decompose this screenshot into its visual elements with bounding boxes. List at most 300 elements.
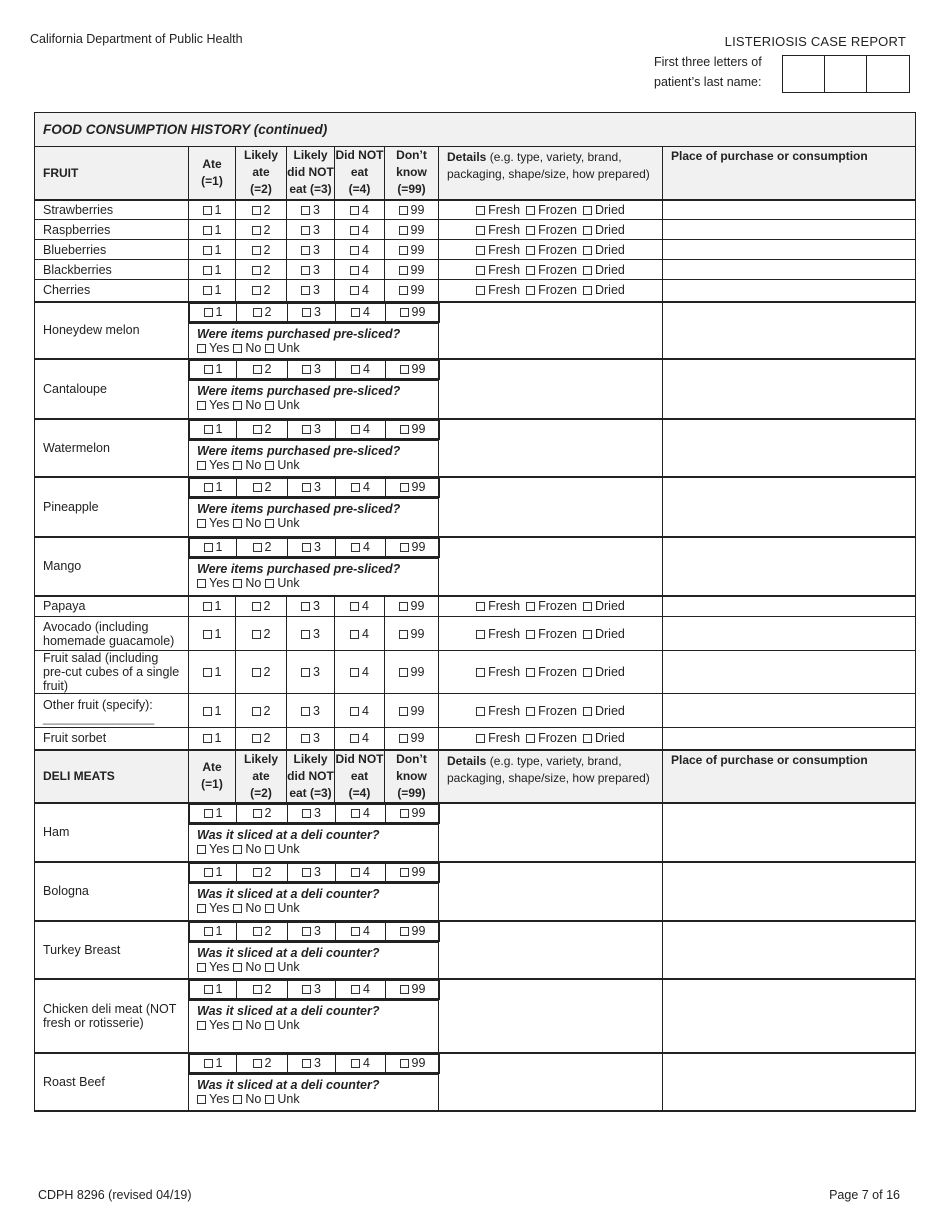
details-input[interactable]: [439, 220, 663, 240]
code-option-3[interactable]: 3: [302, 480, 321, 494]
patient-initials-boxes[interactable]: [782, 55, 910, 93]
code-option-1[interactable]: 1: [204, 806, 223, 820]
checkbox-icon[interactable]: [233, 519, 242, 528]
code-option-1[interactable]: 1: [203, 704, 222, 718]
code-option-1[interactable]: 1: [204, 305, 223, 319]
option-dried[interactable]: Dried: [583, 627, 625, 641]
code-option-3[interactable]: 3: [302, 865, 321, 879]
code-option-4[interactable]: 4: [351, 924, 370, 938]
checkbox-icon[interactable]: [302, 543, 311, 552]
code-option-4[interactable]: 4: [351, 305, 370, 319]
checkbox-icon[interactable]: [583, 226, 592, 235]
checkbox-icon[interactable]: [265, 401, 274, 410]
checkbox-icon[interactable]: [302, 365, 311, 374]
option-no[interactable]: No: [233, 1092, 261, 1106]
code-option-1[interactable]: 1: [203, 599, 222, 613]
place-input[interactable]: [663, 200, 916, 220]
option-frozen[interactable]: Frozen: [526, 203, 577, 217]
code-option-4[interactable]: 4: [351, 806, 370, 820]
checkbox-icon[interactable]: [400, 809, 409, 818]
code-option-3[interactable]: 3: [301, 627, 320, 641]
option-no[interactable]: No: [233, 516, 261, 530]
checkbox-icon[interactable]: [400, 1059, 409, 1068]
checkbox-icon[interactable]: [204, 985, 213, 994]
checkbox-icon[interactable]: [203, 707, 212, 716]
code-option-1[interactable]: 1: [203, 627, 222, 641]
details-input[interactable]: [439, 359, 663, 419]
checkbox-icon[interactable]: [583, 734, 592, 743]
checkbox-icon[interactable]: [399, 226, 408, 235]
checkbox-icon[interactable]: [302, 483, 311, 492]
option-yes[interactable]: Yes: [197, 341, 229, 355]
checkbox-icon[interactable]: [204, 868, 213, 877]
code-option-2[interactable]: 2: [252, 243, 271, 257]
checkbox-icon[interactable]: [233, 904, 242, 913]
option-unk[interactable]: Unk: [265, 842, 299, 856]
place-input[interactable]: [663, 803, 916, 862]
checkbox-icon[interactable]: [204, 425, 213, 434]
code-option-2[interactable]: 2: [253, 362, 272, 376]
option-dried[interactable]: Dried: [583, 223, 625, 237]
checkbox-icon[interactable]: [583, 630, 592, 639]
checkbox-icon[interactable]: [302, 425, 311, 434]
checkbox-icon[interactable]: [350, 602, 359, 611]
option-frozen[interactable]: Frozen: [526, 704, 577, 718]
option-dried[interactable]: Dried: [583, 283, 625, 297]
code-option-2[interactable]: 2: [253, 924, 272, 938]
checkbox-icon[interactable]: [233, 963, 242, 972]
checkbox-icon[interactable]: [203, 630, 212, 639]
place-input[interactable]: [663, 477, 916, 537]
code-option-4[interactable]: 4: [350, 731, 369, 745]
place-input[interactable]: [663, 979, 916, 1053]
place-input[interactable]: [663, 617, 916, 651]
checkbox-icon[interactable]: [253, 927, 262, 936]
details-input[interactable]: [439, 803, 663, 862]
checkbox-icon[interactable]: [252, 246, 261, 255]
checkbox-icon[interactable]: [350, 707, 359, 716]
checkbox-icon[interactable]: [400, 483, 409, 492]
checkbox-icon[interactable]: [204, 543, 213, 552]
option-unk[interactable]: Unk: [265, 1018, 299, 1032]
checkbox-icon[interactable]: [350, 630, 359, 639]
option-yes[interactable]: Yes: [197, 1018, 229, 1032]
checkbox-icon[interactable]: [399, 266, 408, 275]
checkbox-icon[interactable]: [400, 868, 409, 877]
code-option-3[interactable]: 3: [301, 283, 320, 297]
checkbox-icon[interactable]: [197, 579, 206, 588]
checkbox-icon[interactable]: [203, 602, 212, 611]
option-frozen[interactable]: Frozen: [526, 627, 577, 641]
checkbox-icon[interactable]: [197, 845, 206, 854]
checkbox-icon[interactable]: [301, 206, 310, 215]
checkbox-icon[interactable]: [400, 365, 409, 374]
details-input[interactable]: [439, 979, 663, 1053]
checkbox-icon[interactable]: [253, 868, 262, 877]
code-option-1[interactable]: 1: [203, 283, 222, 297]
code-option-4[interactable]: 4: [350, 599, 369, 613]
code-option-4[interactable]: 4: [351, 540, 370, 554]
option-unk[interactable]: Unk: [265, 398, 299, 412]
option-yes[interactable]: Yes: [197, 398, 229, 412]
checkbox-icon[interactable]: [265, 461, 274, 470]
code-option-1[interactable]: 1: [204, 422, 223, 436]
checkbox-icon[interactable]: [253, 483, 262, 492]
checkbox-icon[interactable]: [583, 246, 592, 255]
code-option-3[interactable]: 3: [301, 223, 320, 237]
code-option-99[interactable]: 99: [399, 243, 425, 257]
checkbox-icon[interactable]: [476, 206, 485, 215]
checkbox-icon[interactable]: [252, 206, 261, 215]
place-input[interactable]: [663, 694, 916, 728]
checkbox-icon[interactable]: [204, 483, 213, 492]
code-option-99[interactable]: 99: [399, 731, 425, 745]
option-unk[interactable]: Unk: [265, 341, 299, 355]
code-option-2[interactable]: 2: [253, 1056, 272, 1070]
checkbox-icon[interactable]: [233, 1021, 242, 1030]
place-input[interactable]: [663, 260, 916, 280]
code-option-1[interactable]: 1: [203, 223, 222, 237]
option-fresh[interactable]: Fresh: [476, 243, 520, 257]
details-input[interactable]: [439, 1053, 663, 1111]
code-option-99[interactable]: 99: [400, 422, 426, 436]
checkbox-icon[interactable]: [526, 707, 535, 716]
code-option-2[interactable]: 2: [252, 283, 271, 297]
checkbox-icon[interactable]: [350, 668, 359, 677]
checkbox-icon[interactable]: [204, 927, 213, 936]
code-option-99[interactable]: 99: [400, 806, 426, 820]
checkbox-icon[interactable]: [399, 707, 408, 716]
code-option-1[interactable]: 1: [204, 540, 223, 554]
checkbox-icon[interactable]: [350, 226, 359, 235]
checkbox-icon[interactable]: [265, 1021, 274, 1030]
specify-blank[interactable]: ________________: [43, 710, 155, 725]
checkbox-icon[interactable]: [351, 985, 360, 994]
checkbox-icon[interactable]: [302, 985, 311, 994]
option-frozen[interactable]: Frozen: [526, 665, 577, 679]
code-option-4[interactable]: 4: [351, 480, 370, 494]
code-option-3[interactable]: 3: [302, 924, 321, 938]
option-dried[interactable]: Dried: [583, 599, 625, 613]
checkbox-icon[interactable]: [399, 246, 408, 255]
checkbox-icon[interactable]: [252, 668, 261, 677]
checkbox-icon[interactable]: [526, 286, 535, 295]
checkbox-icon[interactable]: [253, 809, 262, 818]
code-option-99[interactable]: 99: [400, 865, 426, 879]
code-option-99[interactable]: 99: [399, 627, 425, 641]
details-input[interactable]: [439, 200, 663, 220]
option-no[interactable]: No: [233, 842, 261, 856]
code-option-2[interactable]: 2: [253, 865, 272, 879]
option-no[interactable]: No: [233, 901, 261, 915]
checkbox-icon[interactable]: [253, 308, 262, 317]
checkbox-icon[interactable]: [302, 868, 311, 877]
option-no[interactable]: No: [233, 960, 261, 974]
option-unk[interactable]: Unk: [265, 516, 299, 530]
option-fresh[interactable]: Fresh: [476, 599, 520, 613]
code-option-99[interactable]: 99: [399, 704, 425, 718]
checkbox-icon[interactable]: [583, 266, 592, 275]
checkbox-icon[interactable]: [476, 707, 485, 716]
checkbox-icon[interactable]: [233, 1095, 242, 1104]
checkbox-icon[interactable]: [265, 904, 274, 913]
checkbox-icon[interactable]: [265, 1095, 274, 1104]
option-dried[interactable]: Dried: [583, 704, 625, 718]
details-input[interactable]: [439, 260, 663, 280]
checkbox-icon[interactable]: [526, 602, 535, 611]
code-option-99[interactable]: 99: [399, 263, 425, 277]
checkbox-icon[interactable]: [197, 401, 206, 410]
code-option-1[interactable]: 1: [204, 924, 223, 938]
checkbox-icon[interactable]: [301, 286, 310, 295]
code-option-3[interactable]: 3: [301, 665, 320, 679]
code-option-2[interactable]: 2: [253, 540, 272, 554]
checkbox-icon[interactable]: [476, 602, 485, 611]
option-frozen[interactable]: Frozen: [526, 243, 577, 257]
checkbox-icon[interactable]: [301, 668, 310, 677]
checkbox-icon[interactable]: [197, 344, 206, 353]
code-option-4[interactable]: 4: [351, 422, 370, 436]
checkbox-icon[interactable]: [203, 266, 212, 275]
checkbox-icon[interactable]: [203, 668, 212, 677]
checkbox-icon[interactable]: [265, 845, 274, 854]
code-option-99[interactable]: 99: [400, 982, 426, 996]
details-input[interactable]: [439, 862, 663, 921]
option-fresh[interactable]: Fresh: [476, 704, 520, 718]
checkbox-icon[interactable]: [265, 579, 274, 588]
details-input[interactable]: [439, 596, 663, 617]
checkbox-icon[interactable]: [253, 425, 262, 434]
details-input[interactable]: [439, 537, 663, 596]
details-input[interactable]: [439, 617, 663, 651]
checkbox-icon[interactable]: [197, 1021, 206, 1030]
code-option-99[interactable]: 99: [399, 223, 425, 237]
code-option-3[interactable]: 3: [302, 305, 321, 319]
code-option-3[interactable]: 3: [301, 263, 320, 277]
place-input[interactable]: [663, 862, 916, 921]
code-option-4[interactable]: 4: [350, 223, 369, 237]
option-frozen[interactable]: Frozen: [526, 263, 577, 277]
option-fresh[interactable]: Fresh: [476, 283, 520, 297]
code-option-1[interactable]: 1: [203, 665, 222, 679]
checkbox-icon[interactable]: [351, 1059, 360, 1068]
checkbox-icon[interactable]: [476, 286, 485, 295]
checkbox-icon[interactable]: [400, 927, 409, 936]
checkbox-icon[interactable]: [351, 809, 360, 818]
code-option-2[interactable]: 2: [253, 806, 272, 820]
checkbox-icon[interactable]: [526, 226, 535, 235]
option-yes[interactable]: Yes: [197, 458, 229, 472]
code-option-2[interactable]: 2: [253, 305, 272, 319]
code-option-3[interactable]: 3: [302, 806, 321, 820]
checkbox-icon[interactable]: [351, 543, 360, 552]
option-unk[interactable]: Unk: [265, 960, 299, 974]
checkbox-icon[interactable]: [203, 734, 212, 743]
checkbox-icon[interactable]: [203, 226, 212, 235]
initial-box-3[interactable]: [867, 56, 909, 92]
code-option-99[interactable]: 99: [400, 480, 426, 494]
checkbox-icon[interactable]: [351, 483, 360, 492]
code-option-3[interactable]: 3: [302, 540, 321, 554]
code-option-2[interactable]: 2: [252, 665, 271, 679]
place-input[interactable]: [663, 651, 916, 694]
code-option-3[interactable]: 3: [302, 1056, 321, 1070]
code-option-3[interactable]: 3: [302, 982, 321, 996]
checkbox-icon[interactable]: [204, 809, 213, 818]
checkbox-icon[interactable]: [252, 707, 261, 716]
checkbox-icon[interactable]: [351, 365, 360, 374]
code-option-4[interactable]: 4: [351, 362, 370, 376]
code-option-3[interactable]: 3: [301, 599, 320, 613]
code-option-4[interactable]: 4: [350, 627, 369, 641]
checkbox-icon[interactable]: [203, 206, 212, 215]
code-option-4[interactable]: 4: [350, 704, 369, 718]
option-fresh[interactable]: Fresh: [476, 627, 520, 641]
checkbox-icon[interactable]: [301, 734, 310, 743]
place-input[interactable]: [663, 240, 916, 260]
checkbox-icon[interactable]: [203, 246, 212, 255]
code-option-3[interactable]: 3: [301, 704, 320, 718]
place-input[interactable]: [663, 359, 916, 419]
checkbox-icon[interactable]: [350, 246, 359, 255]
code-option-2[interactable]: 2: [252, 599, 271, 613]
checkbox-icon[interactable]: [351, 308, 360, 317]
code-option-4[interactable]: 4: [350, 243, 369, 257]
place-input[interactable]: [663, 596, 916, 617]
checkbox-icon[interactable]: [197, 963, 206, 972]
checkbox-icon[interactable]: [197, 519, 206, 528]
code-option-2[interactable]: 2: [253, 422, 272, 436]
code-option-4[interactable]: 4: [351, 1056, 370, 1070]
checkbox-icon[interactable]: [583, 668, 592, 677]
checkbox-icon[interactable]: [265, 519, 274, 528]
checkbox-icon[interactable]: [203, 286, 212, 295]
checkbox-icon[interactable]: [400, 543, 409, 552]
checkbox-icon[interactable]: [526, 206, 535, 215]
checkbox-icon[interactable]: [583, 206, 592, 215]
option-yes[interactable]: Yes: [197, 901, 229, 915]
checkbox-icon[interactable]: [400, 308, 409, 317]
checkbox-icon[interactable]: [302, 927, 311, 936]
option-frozen[interactable]: Frozen: [526, 283, 577, 297]
checkbox-icon[interactable]: [476, 630, 485, 639]
option-yes[interactable]: Yes: [197, 1092, 229, 1106]
checkbox-icon[interactable]: [252, 286, 261, 295]
code-option-4[interactable]: 4: [350, 283, 369, 297]
checkbox-icon[interactable]: [204, 1059, 213, 1068]
checkbox-icon[interactable]: [526, 630, 535, 639]
place-input[interactable]: [663, 280, 916, 302]
checkbox-icon[interactable]: [252, 266, 261, 275]
details-input[interactable]: [439, 302, 663, 359]
checkbox-icon[interactable]: [526, 246, 535, 255]
code-option-2[interactable]: 2: [252, 263, 271, 277]
checkbox-icon[interactable]: [265, 344, 274, 353]
checkbox-icon[interactable]: [302, 1059, 311, 1068]
place-input[interactable]: [663, 921, 916, 979]
checkbox-icon[interactable]: [583, 602, 592, 611]
code-option-1[interactable]: 1: [204, 1056, 223, 1070]
checkbox-icon[interactable]: [302, 308, 311, 317]
place-input[interactable]: [663, 1053, 916, 1111]
code-option-1[interactable]: 1: [203, 731, 222, 745]
option-frozen[interactable]: Frozen: [526, 223, 577, 237]
option-unk[interactable]: Unk: [265, 576, 299, 590]
option-no[interactable]: No: [233, 341, 261, 355]
option-dried[interactable]: Dried: [583, 203, 625, 217]
details-input[interactable]: [439, 477, 663, 537]
code-option-3[interactable]: 3: [301, 243, 320, 257]
code-option-4[interactable]: 4: [350, 665, 369, 679]
code-option-99[interactable]: 99: [400, 924, 426, 938]
code-option-1[interactable]: 1: [204, 362, 223, 376]
option-no[interactable]: No: [233, 458, 261, 472]
checkbox-icon[interactable]: [252, 630, 261, 639]
checkbox-icon[interactable]: [526, 668, 535, 677]
initial-box-2[interactable]: [825, 56, 867, 92]
checkbox-icon[interactable]: [351, 425, 360, 434]
code-option-3[interactable]: 3: [302, 362, 321, 376]
details-input[interactable]: [439, 694, 663, 728]
details-input[interactable]: [439, 280, 663, 302]
place-input[interactable]: [663, 728, 916, 750]
code-option-4[interactable]: 4: [350, 263, 369, 277]
checkbox-icon[interactable]: [265, 963, 274, 972]
option-no[interactable]: No: [233, 576, 261, 590]
code-option-3[interactable]: 3: [301, 203, 320, 217]
checkbox-icon[interactable]: [252, 602, 261, 611]
checkbox-icon[interactable]: [526, 734, 535, 743]
code-option-2[interactable]: 2: [252, 704, 271, 718]
checkbox-icon[interactable]: [476, 246, 485, 255]
place-input[interactable]: [663, 220, 916, 240]
code-option-99[interactable]: 99: [400, 362, 426, 376]
code-option-99[interactable]: 99: [399, 203, 425, 217]
option-fresh[interactable]: Fresh: [476, 731, 520, 745]
option-dried[interactable]: Dried: [583, 731, 625, 745]
code-option-3[interactable]: 3: [301, 731, 320, 745]
checkbox-icon[interactable]: [476, 266, 485, 275]
option-fresh[interactable]: Fresh: [476, 223, 520, 237]
code-option-1[interactable]: 1: [203, 203, 222, 217]
checkbox-icon[interactable]: [399, 602, 408, 611]
option-unk[interactable]: Unk: [265, 458, 299, 472]
code-option-1[interactable]: 1: [204, 865, 223, 879]
option-unk[interactable]: Unk: [265, 1092, 299, 1106]
code-option-3[interactable]: 3: [302, 422, 321, 436]
checkbox-icon[interactable]: [233, 579, 242, 588]
checkbox-icon[interactable]: [253, 365, 262, 374]
code-option-99[interactable]: 99: [399, 599, 425, 613]
checkbox-icon[interactable]: [233, 344, 242, 353]
checkbox-icon[interactable]: [301, 602, 310, 611]
checkbox-icon[interactable]: [350, 266, 359, 275]
checkbox-icon[interactable]: [526, 266, 535, 275]
checkbox-icon[interactable]: [583, 707, 592, 716]
checkbox-icon[interactable]: [233, 461, 242, 470]
checkbox-icon[interactable]: [301, 707, 310, 716]
code-option-1[interactable]: 1: [203, 263, 222, 277]
code-option-1[interactable]: 1: [203, 243, 222, 257]
checkbox-icon[interactable]: [252, 734, 261, 743]
option-no[interactable]: No: [233, 1018, 261, 1032]
code-option-4[interactable]: 4: [351, 865, 370, 879]
details-input[interactable]: [439, 921, 663, 979]
checkbox-icon[interactable]: [476, 226, 485, 235]
option-no[interactable]: No: [233, 398, 261, 412]
checkbox-icon[interactable]: [253, 1059, 262, 1068]
code-option-2[interactable]: 2: [252, 627, 271, 641]
